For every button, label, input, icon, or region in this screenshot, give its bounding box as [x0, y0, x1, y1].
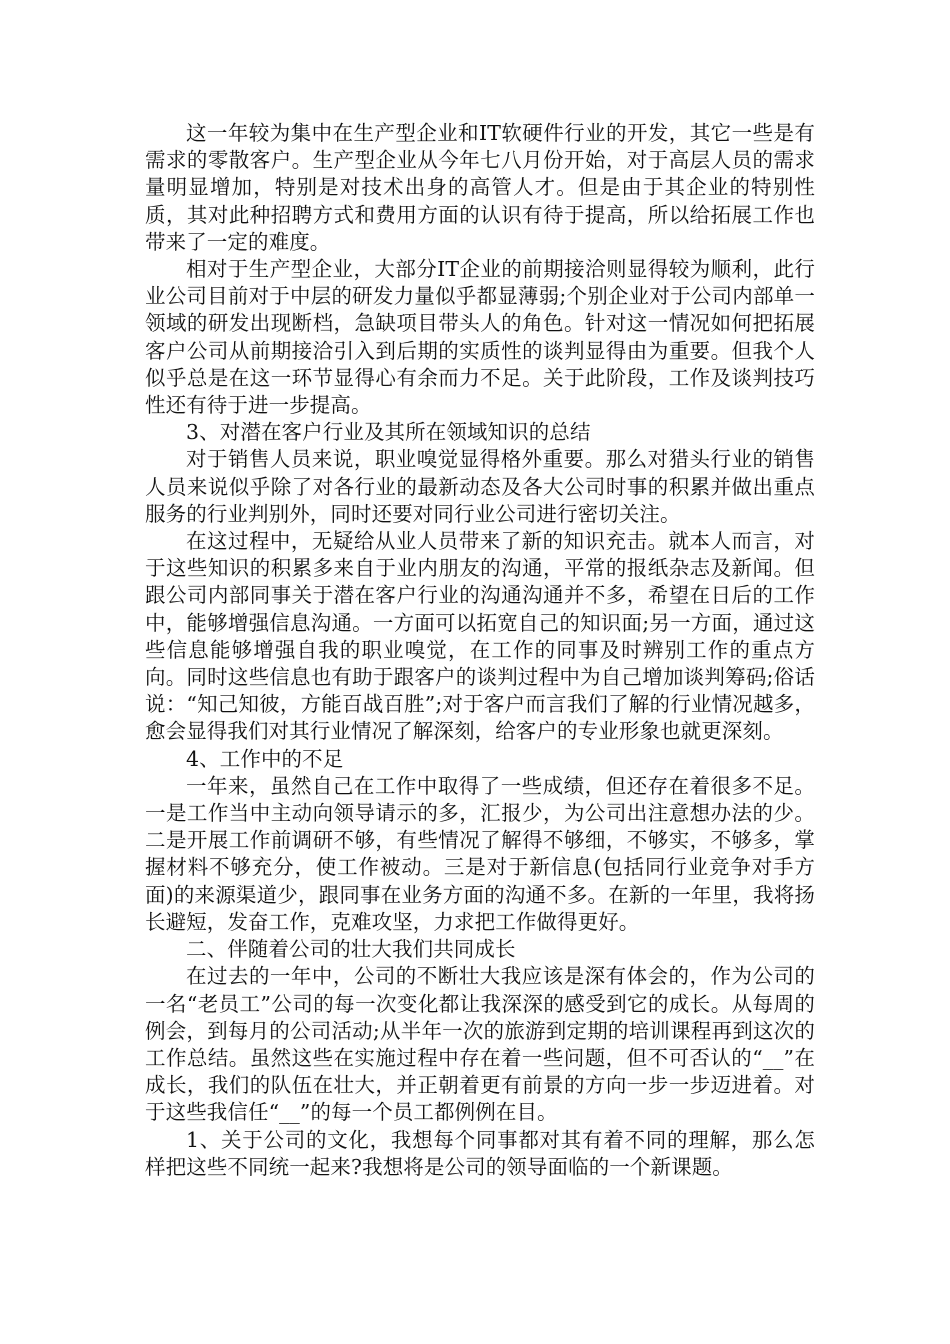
section-heading-potential-clients: 3、对潜在客户行业及其所在领域知识的总结	[186, 420, 591, 445]
section-heading-growth: 二、伴随着公司的壮大我们共同成长	[186, 937, 516, 962]
paragraph-knowledge-communication: 在这过程中，无疑给从业人员带来了新的知识充击。就本人而言，对于这些知识的积累多来自于业内朋友的沟通，平常的报纸杂志及新闻。但跟公司内部同事关于潜在客户行业的沟通沟通并不多，希望在日后的工作中，能够增强信息沟通。一方面可以拓宽自己的知识面;另一方面，通过这些信息能够增强自我的职业嗅觉，在工作的同事及时辨别工作的重点方向。同时这些信息也有助于跟客户的谈判过程中为自己增加谈判筹码;俗话说：“知己知彼，方能百战百胜”;对于客户而言我们了解的行业情况越多，愈会显得我们对其行业情况了解深刻，给客户的专业形象也就更深刻。	[145, 529, 815, 744]
paragraph-shortcomings: 一年来，虽然自己在工作中取得了一些成绩，但还存在着很多不足。一是工作当中主动向领导请示的多，汇报少，为公司出注意想办法的少。二是开展工作前调研不够，有些情况了解得不够细，不够实，不够多，掌握材料不够充分，使工作被动。三是对于新信息(包括同行业竞争对手方面)的来源渠道少，跟同事在业务方面的沟通不多。在新的一年里，我将扬长避短，发奋工作，克难攻坚，力求把工作做得更好。	[145, 773, 815, 934]
section-heading-shortcomings: 4、工作中的不足	[186, 746, 344, 771]
document-body	[145, 120, 815, 1181]
paragraph-sales-instinct: 对于销售人员来说，职业嗅觉显得格外重要。那么对猎头行业的销售人员来说似乎除了对各行业的最新动态及各大公司时事的积累并做出重点服务的行业判别外，同时还要对同行业公司进行密切关注。	[145, 447, 815, 526]
paragraph-company-culture: 1、关于公司的文化，我想每个同事都对其有着不同的理解，那么怎样把这些不同统一起来?我想将是公司的领导面临的一个新课题。	[145, 1127, 815, 1179]
paragraph-company-growth: 在过去的一年中，公司的不断壮大我应该是深有体会的，作为公司的一名“老员工”公司的每一次变化都让我深深的感受到它的成长。从每周的例会，到每月的公司活动;从半年一次的旅游到定期的培训课程再到这次的工作总结。虽然这些在实施过程中存在着一些问题，但不可否认的“__”在成长，我们的队伍在壮大，并正朝着更有前景的方向一步一步迈进着。对于这些我信任“__”的每一个员工都例例在目。	[145, 964, 815, 1125]
paragraph-it-enterprises: 相对于生产型企业，大部分IT企业的前期接洽则显得较为顺利，此行业公司目前对于中层的研发力量似乎都显薄弱;个别企业对于公司内部单一领域的研发出现断档，急缺项目带头人的角色。针对这一情况如何把拓展客户公司从前期接洽引入到后期的实质性的谈判显得由为重要。但我个人似乎总是在这一环节显得心有余而力不足。关于此阶段，工作及谈判技巧性还有待于进一步提高。	[145, 257, 815, 418]
paragraph-manufacturing-it: 这一年较为集中在生产型企业和IT软硬件行业的开发，其它一些是有需求的零散客户。生产型企业从今年七八月份开始，对于高层人员的需求量明显增加，特别是对技术出身的高管人才。但是由于其企业的特别性质，其对此种招聘方式和费用方面的认识有待于提高，所以给拓展工作也带来了一定的难度。	[145, 121, 815, 254]
